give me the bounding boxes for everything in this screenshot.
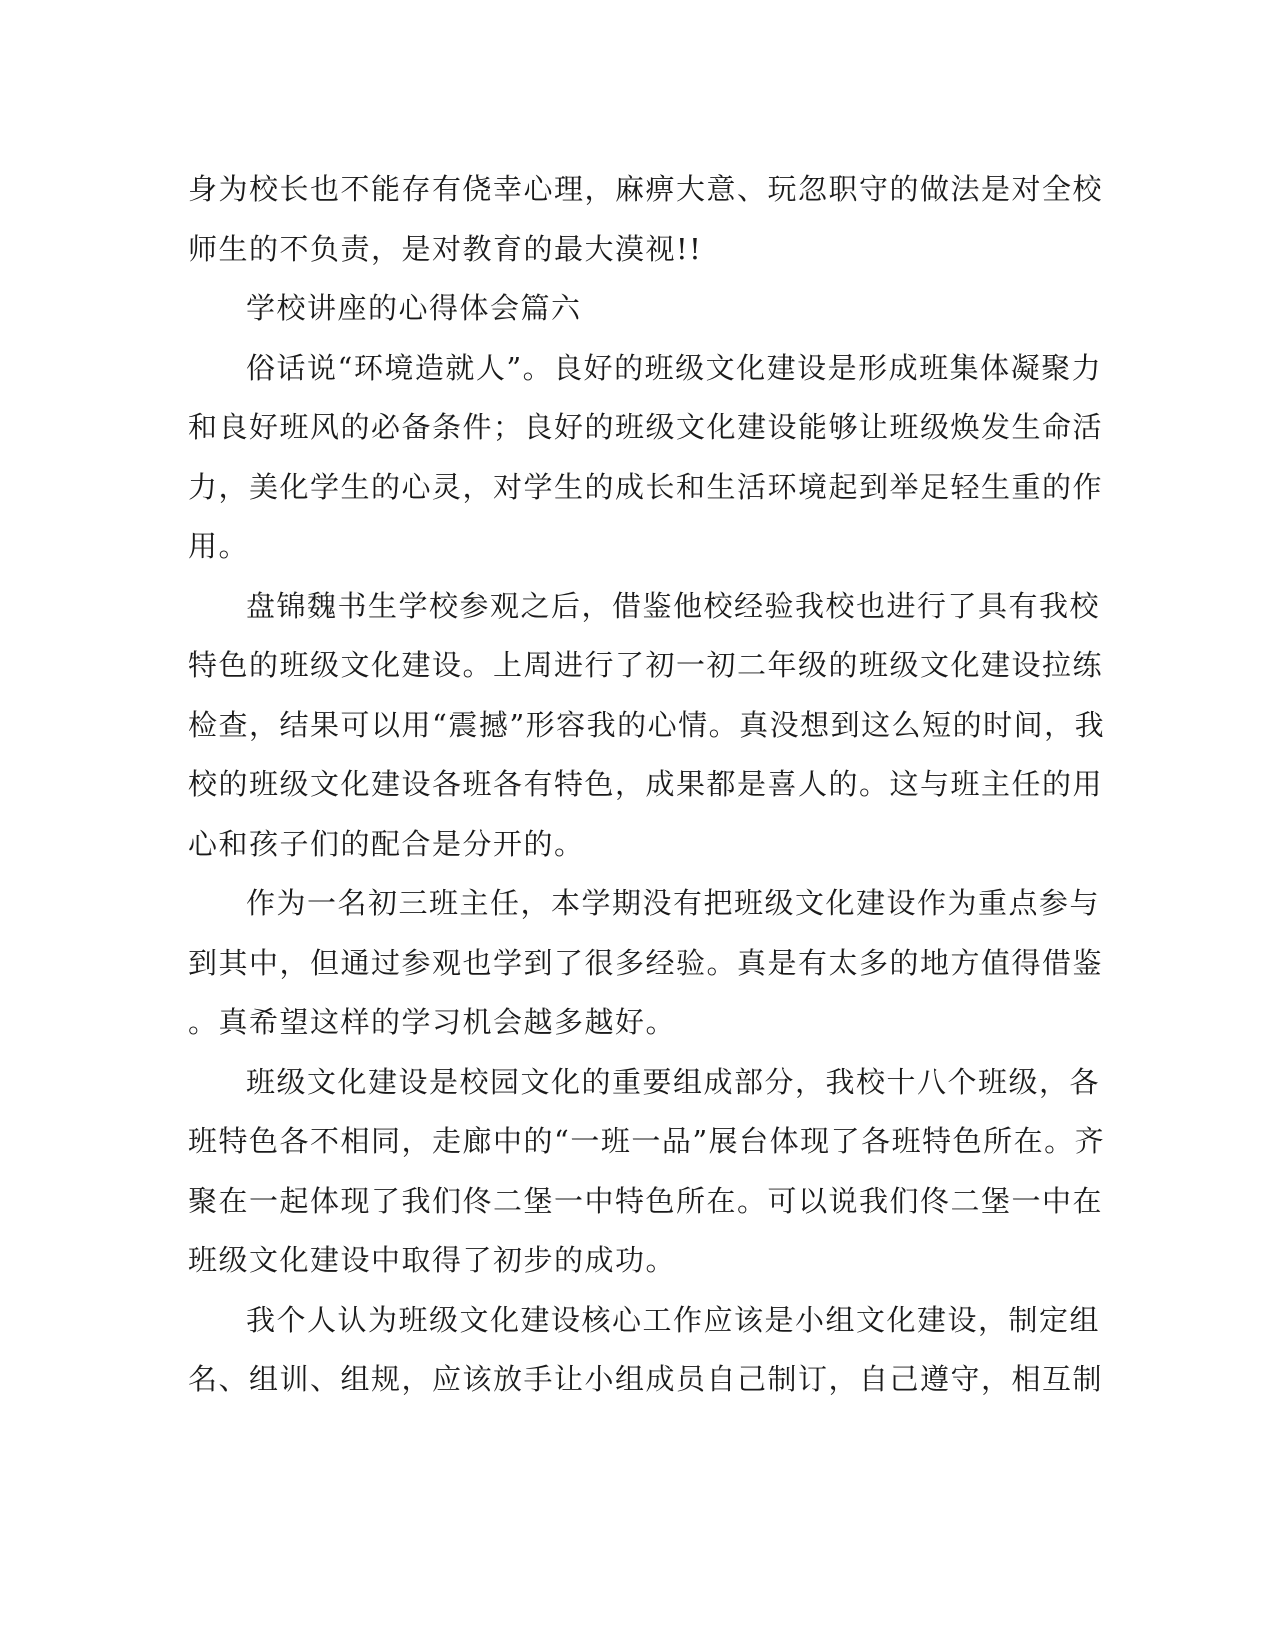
paragraph-7 (188, 1291, 1104, 1410)
text-line: 和良好班风的必备条件；良好的班级文化建设能够让班级焕发生命活 (188, 410, 1104, 444)
paragraph-6 (188, 1053, 1106, 1291)
text-line: 师生的不负责，是对教育的最大漠视!! (188, 231, 703, 266)
paragraph-1 (188, 160, 1104, 279)
text-line: 身为校长也不能存有侥幸心理，麻痹大意、玩忽职守的做法是对全校 (188, 172, 1104, 206)
text-line: 我个人认为班级文化建设核心工作应该是小组文化建设，制定组 (246, 1302, 1101, 1337)
section-heading (188, 279, 1068, 339)
paragraph-5 (188, 874, 1104, 1053)
body-text (188, 160, 1106, 1410)
text-line: 聚在一起体现了我们佟二堡一中特色所在。可以说我们佟二堡一中在 (188, 1183, 1104, 1218)
heading-text: 学校讲座的心得体会篇六 (246, 291, 582, 325)
paragraph-3 (188, 339, 1104, 577)
text-line: 俗话说“环境造就人”。良好的班级文化建设是形成班集体凝聚力 (246, 350, 1103, 385)
text-line: 校的班级文化建设各班各有特色，成果都是喜人的。这与班主任的用 (188, 767, 1104, 801)
text-line: 名、组训、组规，应该放手让小组成员自己制订，自己遵守，相互制 (188, 1362, 1104, 1396)
text-line: 班级文化建设是校园文化的重要组成部分，我校十八个班级，各 (246, 1064, 1101, 1099)
text-line: 特色的班级文化建设。上周进行了初一初二年级的班级文化建设拉练 (188, 648, 1104, 682)
text-line: 。真希望这样的学习机会越多越好。 (188, 1005, 677, 1039)
text-line: 检查，结果可以用“震撼”形容我的心情。真没想到这么短的时间，我 (188, 707, 1106, 742)
text-line: 力，美化学生的心灵，对学生的成长和生活环境起到举足轻生重的作 (188, 469, 1104, 504)
text-line: 班特色各不相同，走廊中的“一班一品”展台体现了各班特色所在。齐 (188, 1124, 1106, 1158)
text-line: 作为一名初三班主任，本学期没有把班级文化建设作为重点参与 (246, 886, 1101, 920)
text-line: 心和孩子们的配合是分开的。 (188, 826, 585, 861)
text-line: 班级文化建设中取得了初步的成功。 (188, 1243, 677, 1277)
text-line: 盘锦魏书生学校参观之后，借鉴他校经验我校也进行了具有我校 (246, 588, 1101, 623)
text-line: 到其中，但通过参观也学到了很多经验。真是有太多的地方值得借鉴 (188, 945, 1104, 980)
paragraph-4 (188, 577, 1106, 875)
text-line: 用。 (188, 529, 250, 563)
